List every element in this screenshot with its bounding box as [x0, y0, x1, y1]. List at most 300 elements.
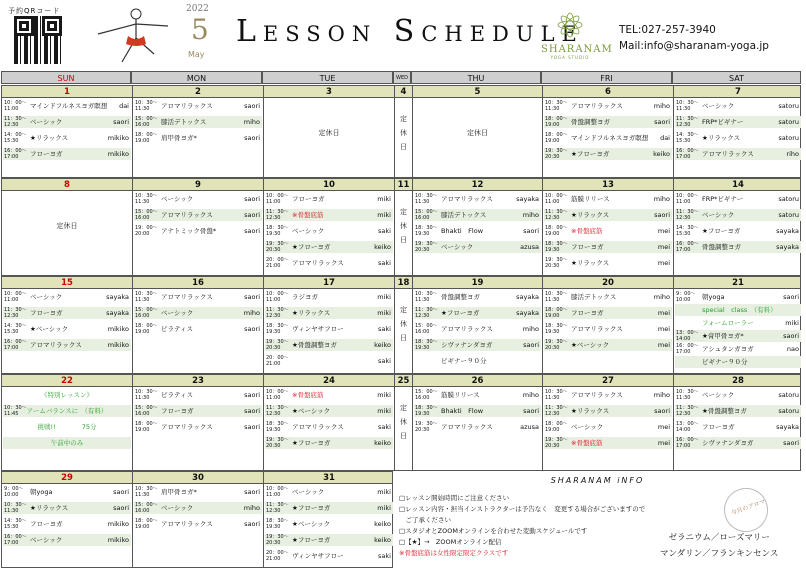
instructor: mikiko [107, 520, 129, 528]
instructor: miki [377, 309, 391, 317]
lesson-time: 20：00～21:00 [266, 257, 289, 269]
lesson-time: 16：00～17:00 [4, 148, 27, 160]
lesson-name: Bhakti Flow [441, 407, 484, 415]
info-line: □レッスン内容・担当インストラクターは予告なく 変更する場合がございますので [399, 505, 646, 513]
lesson-item[interactable] [134, 518, 262, 530]
day-header-tue: TUE [262, 71, 393, 84]
lesson-time: 10：30～11:30 [415, 193, 438, 205]
instructor: satoru [778, 118, 799, 126]
lesson-item[interactable] [3, 339, 131, 351]
lesson-item[interactable] [134, 225, 262, 237]
lesson-item[interactable] [265, 421, 393, 433]
lesson-item[interactable] [544, 132, 672, 144]
lesson-item[interactable] [675, 330, 801, 342]
lesson-time: 14：30～15:30 [676, 225, 699, 237]
date-tue: 24 [263, 375, 394, 387]
lesson-name: ベーシック [30, 118, 63, 126]
date-wed: 4 [394, 86, 412, 98]
day-cell-thu [412, 98, 542, 178]
lesson-time: 18：30～19:30 [415, 339, 438, 351]
instructor: mei [657, 439, 670, 447]
lesson-item[interactable] [544, 437, 672, 449]
lesson-time: 18：30～19:30 [266, 421, 289, 433]
lesson-name: アロマリラックス [161, 423, 213, 431]
aroma-list [660, 530, 778, 562]
lesson-item[interactable] [414, 405, 541, 417]
lesson-item[interactable] [134, 502, 262, 514]
lesson-item[interactable] [134, 291, 262, 303]
lesson-time: 11：30～12:30 [266, 405, 289, 417]
instructor: keiko [374, 341, 391, 349]
date-fri: 20 [542, 277, 673, 289]
lesson-name: ★フローヨガ [441, 309, 480, 317]
lesson-name: 筋膜リリース [441, 391, 480, 399]
lesson-item[interactable] [544, 421, 672, 433]
lesson-time: 14：00～15:30 [4, 132, 27, 144]
instructor: miho [243, 309, 260, 317]
date-tue: 31 [263, 472, 394, 484]
lesson-time: 10：30～11:30 [4, 502, 27, 514]
week-row [1, 471, 393, 568]
lesson-item[interactable] [544, 339, 672, 351]
lesson-item[interactable] [414, 209, 541, 221]
instructor: mikiko [107, 341, 129, 349]
date-sat: 14 [673, 179, 802, 191]
date-fri: 27 [542, 375, 673, 387]
day-cell-fri [542, 98, 673, 178]
lesson-time: 9：00～10:00 [676, 291, 696, 303]
date-sun: 15 [61, 278, 73, 288]
lesson-name: 朝yoga [30, 488, 53, 496]
info-line: □【★】→ ZOOMオンライン配信 [399, 538, 502, 546]
lesson-item[interactable] [544, 148, 672, 160]
lesson-item[interactable] [265, 534, 393, 546]
lesson-item[interactable] [134, 132, 262, 144]
lesson-item[interactable] [544, 323, 672, 335]
lesson-item[interactable] [414, 193, 541, 205]
instructor: dai [660, 134, 670, 142]
lesson-name: アナトミック骨盤* [161, 227, 217, 235]
lesson-time: 10：00～11:00 [266, 291, 289, 303]
lesson-time: 11：30～12:30 [266, 307, 289, 319]
instructor: miho [522, 391, 539, 399]
brand-sub: YOGA STUDIO [550, 55, 590, 60]
lesson-time: 10：30～11:30 [545, 291, 568, 303]
lesson-item[interactable] [414, 291, 541, 303]
lesson-item[interactable] [265, 405, 393, 417]
lesson-name: フローヨガ [161, 407, 194, 415]
lesson-name: ★ベーシック [292, 520, 331, 528]
lesson-time: 18：30～19:30 [266, 518, 289, 530]
date-sun: 29 [61, 473, 73, 483]
lesson-time: 15：00～16:00 [135, 502, 158, 514]
lesson-item[interactable] [3, 534, 131, 546]
date-tue: 3 [263, 86, 394, 98]
date-wed: 25 [394, 375, 412, 387]
instructor: mei [657, 259, 670, 267]
instructor: satoru [778, 407, 799, 415]
lesson-time: 20：00～21:00 [266, 355, 289, 367]
instructor: mei [657, 309, 670, 317]
lesson-name: ★ベーシック [292, 407, 331, 415]
aroma-line-2: マンダリン／フランキンセンス [660, 549, 779, 559]
lesson-item[interactable] [675, 389, 801, 401]
lesson-time: 11：30～12:30 [415, 307, 438, 319]
lesson-name: ベーシック [161, 504, 194, 512]
lesson-item[interactable] [134, 389, 262, 401]
instructor: sayaka [776, 227, 799, 235]
date-tue: 17 [263, 277, 394, 289]
lesson-name: アロマリラックス [571, 325, 623, 333]
lesson-item[interactable] [265, 502, 393, 514]
lesson-name: ★ベーシック [30, 325, 69, 333]
lesson-time: 14：30～15:30 [4, 518, 27, 530]
closed-day-label: 定休日 [56, 222, 78, 230]
lesson-item[interactable] [675, 225, 801, 237]
lesson-time: 18：00～19:00 [545, 116, 568, 128]
lesson-name: ベーシック [30, 536, 63, 544]
instructor: saori [113, 488, 129, 496]
instructor: miho [243, 118, 260, 126]
lesson-item[interactable] [544, 241, 672, 253]
lesson-name: ★膏甲骨ヨガ* [702, 332, 744, 340]
lesson-item[interactable] [414, 323, 541, 335]
day-cell-fri [542, 387, 673, 471]
closed-day-label: 定休日 [318, 129, 340, 137]
week-row [1, 85, 801, 178]
closed-day-label: 定休日 [467, 129, 488, 137]
lesson-time: 18：00～19:00 [545, 225, 568, 237]
week-row [1, 178, 801, 276]
instructor: sayaka [106, 309, 129, 317]
lesson-name: フローヨガ [292, 195, 325, 203]
instructor: satoru [778, 391, 799, 399]
lesson-item[interactable] [265, 518, 393, 530]
lesson-item[interactable] [544, 209, 672, 221]
instructor: mei [657, 341, 670, 349]
lesson-item[interactable] [544, 291, 672, 303]
lesson-item[interactable] [675, 437, 801, 449]
lesson-name: ピラティス [161, 391, 193, 399]
week-row [1, 276, 801, 374]
instructor: miho [653, 102, 670, 110]
lesson-time: 10：00～11:00 [266, 389, 289, 401]
lesson-name: アシュタンガヨガ [702, 345, 754, 353]
lesson-item[interactable] [414, 225, 541, 237]
lesson-name: ※骨盤底筋 [292, 211, 324, 219]
lesson-name: ベーシック [292, 488, 325, 496]
month-number: 5 [191, 13, 209, 46]
instructor: sayaka [516, 195, 539, 203]
lesson-item[interactable] [3, 486, 131, 498]
lesson-item[interactable] [3, 100, 131, 112]
lesson-item[interactable] [265, 291, 393, 303]
lesson-item[interactable] [134, 405, 262, 417]
lesson-item[interactable] [414, 339, 541, 351]
lesson-item[interactable] [265, 355, 393, 367]
instructor: mikiko [107, 536, 129, 544]
lesson-time: 10：00～11:00 [545, 193, 568, 205]
day-cell-tue [263, 484, 394, 568]
moon-label: 今月のアロマ [730, 498, 767, 518]
closed-char: 日 [400, 236, 407, 244]
lesson-item[interactable] [3, 307, 131, 319]
instructor: riho [786, 150, 799, 158]
lotus-icon [553, 10, 587, 40]
lesson-name: フローヨガ [30, 150, 63, 158]
instructor: mei [657, 423, 670, 431]
instructor: saori [783, 439, 799, 447]
tel[interactable]: TEL:027-257-3940 [619, 24, 716, 36]
lesson-name: 骨盤調整ヨガ [702, 243, 741, 251]
lesson-item[interactable] [265, 307, 393, 319]
lesson-item[interactable] [414, 307, 541, 319]
lesson-time: 18：00～19:00 [135, 421, 158, 433]
date-mon: 23 [132, 375, 263, 387]
lesson-item[interactable] [544, 100, 672, 112]
lesson-item[interactable] [414, 389, 541, 401]
date-row [2, 86, 800, 98]
lesson-item[interactable] [265, 550, 393, 562]
lesson-item[interactable] [675, 356, 801, 368]
instructor: saori [244, 134, 260, 142]
lesson-name: 肩甲骨ヨガ* [161, 488, 197, 496]
lesson-item[interactable] [265, 193, 393, 205]
lesson-time: 11：30～12:30 [266, 502, 289, 514]
lesson-time: 19：30～20:30 [545, 437, 568, 449]
instructor: saori [654, 211, 670, 219]
day-header-sat: SAT [672, 71, 801, 84]
lesson-name: ★フローヨガ [292, 536, 331, 544]
instructor: satoru [778, 102, 799, 110]
lesson-item[interactable] [265, 257, 393, 269]
lesson-item[interactable] [544, 193, 672, 205]
lesson-time: 10：30～11:30 [545, 100, 568, 112]
lesson-item[interactable] [544, 257, 672, 269]
lesson-item[interactable] [265, 241, 393, 253]
lesson-name: ベーシック [30, 293, 63, 301]
instructor: mikiko [107, 325, 129, 333]
day-cell-thu [412, 387, 542, 471]
lesson-item[interactable] [675, 421, 801, 433]
closed-char: 定 [400, 404, 407, 412]
instructor: saori [523, 341, 539, 349]
day-cell-mon [132, 289, 263, 374]
closed-char: 休 [400, 222, 407, 230]
lesson-item[interactable] [3, 437, 131, 449]
lesson-time: 16：00～17:00 [676, 437, 699, 449]
instructor: miho [522, 211, 539, 219]
date-row [2, 472, 392, 484]
instructor: saori [244, 391, 260, 399]
lesson-item[interactable] [265, 339, 393, 351]
lesson-item[interactable] [3, 148, 131, 160]
lesson-item[interactable] [134, 323, 262, 335]
lesson-item[interactable] [544, 307, 672, 319]
lesson-item[interactable] [134, 209, 262, 221]
lesson-item[interactable] [544, 389, 672, 401]
lesson-item[interactable] [3, 421, 131, 433]
lesson-item[interactable] [3, 389, 131, 401]
lesson-time: 10：30～11:30 [135, 291, 158, 303]
lesson-time: 10：30～11:30 [135, 389, 158, 401]
lesson-name: 朝yoga [702, 293, 725, 301]
lesson-item[interactable] [134, 307, 262, 319]
lesson-time: 18：30～19:30 [266, 225, 289, 237]
day-cell-sun [2, 191, 132, 276]
lesson-time: 10：00～11:00 [4, 291, 27, 303]
instructor: saori [244, 520, 260, 528]
day-cell-tue [263, 387, 394, 471]
lesson-time: 19：30～20:30 [266, 534, 289, 546]
lesson-time: 10：30～11:45 [4, 405, 27, 417]
lesson-item[interactable] [265, 225, 393, 237]
instructor: miki [377, 195, 391, 203]
lesson-item[interactable] [265, 437, 393, 449]
lesson-item[interactable] [3, 132, 131, 144]
lesson-name: ベーシック [161, 309, 194, 317]
day-cell-sun [2, 484, 132, 568]
lesson-name: 骨盤調整ヨガ [441, 293, 480, 301]
lesson-name: ベーシック [161, 195, 194, 203]
lesson-item[interactable] [134, 193, 262, 205]
lesson-item[interactable] [675, 100, 801, 112]
lesson-item[interactable] [3, 502, 131, 514]
date-sun: 1 [64, 87, 70, 97]
day-cell-thu [412, 289, 542, 374]
year: 2022 [186, 4, 209, 14]
lesson-item[interactable] [265, 486, 393, 498]
lesson-item[interactable] [675, 132, 801, 144]
date-row [2, 277, 800, 289]
lesson-name: ★ベーシック [571, 341, 610, 349]
lesson-time: 18：00～19:00 [135, 323, 158, 335]
lesson-name: FRP*ビギナー [702, 195, 744, 203]
mail[interactable]: Mail:info@sharanam-yoga.jp [619, 40, 769, 52]
lesson-time: 16：00～17:00 [4, 339, 27, 351]
lesson-time: 11：30～12:30 [676, 405, 699, 417]
lesson-time: 16：00～17:00 [676, 343, 699, 355]
lesson-item[interactable] [675, 193, 801, 205]
closed-char: 定 [400, 208, 407, 216]
sharanam-logo [541, 6, 613, 68]
lesson-item[interactable] [414, 355, 541, 367]
instructor: mei [657, 325, 670, 333]
day-cell-sat [673, 191, 802, 276]
lesson-time: 11：30～12:30 [4, 116, 27, 128]
date-fri: 13 [542, 179, 673, 191]
lesson-time: 18：30～19:30 [545, 241, 568, 253]
lesson-item[interactable] [134, 100, 262, 112]
instructor: sayaka [106, 293, 129, 301]
lesson-item[interactable] [134, 421, 262, 433]
lesson-time: 19：30～20:30 [545, 257, 568, 269]
instructor: sayaka [776, 243, 799, 251]
lesson-item[interactable] [3, 291, 131, 303]
lesson-item[interactable] [3, 518, 131, 530]
lesson-item[interactable] [675, 116, 801, 128]
day-cell-tue [263, 98, 394, 178]
date-mon: 30 [132, 472, 263, 484]
lesson-item[interactable] [414, 241, 541, 253]
lesson-item[interactable] [3, 405, 131, 417]
date-mon: 9 [132, 179, 263, 191]
lesson-item[interactable] [675, 317, 801, 329]
info-title: SHARANAM iNFO [550, 476, 645, 485]
lesson-item[interactable] [675, 343, 801, 355]
date-tue: 10 [263, 179, 394, 191]
lesson-item[interactable] [265, 323, 393, 335]
date-fri: 6 [542, 86, 673, 98]
lesson-item[interactable] [265, 389, 393, 401]
header [0, 0, 806, 70]
lesson-name: ★フローヨガ [292, 504, 331, 512]
instructor: mei [657, 243, 670, 251]
lesson-name: フローヨガ [571, 243, 604, 251]
lesson-name: ★リラックス [702, 134, 741, 142]
lesson-item[interactable] [3, 323, 131, 335]
lesson-time: 10：00～11:00 [676, 193, 699, 205]
lesson-time: 18：00～19:00 [135, 132, 158, 144]
lesson-time: 10：00～11:00 [266, 193, 289, 205]
lesson-item[interactable] [675, 209, 801, 221]
lesson-item[interactable] [544, 405, 672, 417]
lesson-item[interactable] [675, 241, 801, 253]
lesson-time: 19：30～20:30 [266, 339, 289, 351]
info-line: ご了承ください [399, 516, 451, 524]
lesson-name: アームバランスに （有料） [26, 407, 108, 415]
lesson-time: 19：30～20:30 [545, 339, 568, 351]
lesson-time: 11：30～12:30 [545, 209, 568, 221]
date-thu: 19 [412, 277, 542, 289]
lesson-time: 10：00～11:00 [266, 486, 289, 498]
instructor: miki [377, 293, 391, 301]
lesson-item[interactable] [675, 148, 801, 160]
lesson-name: ヴィンヤサフロー [292, 552, 344, 560]
day-cell-mon [132, 387, 263, 471]
lesson-time: 15：00～16:00 [415, 389, 438, 401]
day-cell-fri [542, 289, 673, 374]
closed-char: 休 [400, 418, 407, 426]
lesson-name: フローヨガ [702, 423, 735, 431]
lesson-item[interactable] [675, 304, 801, 316]
lesson-item[interactable] [544, 116, 672, 128]
lesson-name: ビギナー９０分 [441, 357, 487, 365]
lesson-item[interactable] [3, 116, 131, 128]
lesson-item[interactable] [134, 116, 262, 128]
lesson-item[interactable] [675, 405, 801, 417]
lesson-time: 9：00～10:00 [4, 486, 24, 498]
lesson-item[interactable] [414, 421, 541, 433]
date-sat: 7 [673, 86, 802, 98]
instructor: miho [243, 504, 260, 512]
lesson-time: 19：30～20:30 [545, 148, 568, 160]
lesson-name: special class （有料） [702, 306, 777, 314]
lesson-item[interactable] [134, 486, 262, 498]
lesson-item[interactable] [675, 291, 801, 303]
lesson-time: 19：30～20:30 [415, 421, 438, 433]
info-line: □レッスン開始時間にご注意ください [399, 494, 510, 502]
lesson-time: 10：30～11:30 [415, 291, 438, 303]
lesson-item[interactable] [544, 225, 672, 237]
lesson-item[interactable] [265, 209, 393, 221]
lesson-time: 16：00～17:00 [676, 241, 699, 253]
qr-code[interactable] [14, 16, 62, 64]
instructor: azusa [520, 423, 539, 431]
lesson-name: 《特別レッスン》 [41, 391, 93, 399]
instructor: saori [244, 488, 260, 496]
lesson-name: 膝活デトックス [161, 118, 207, 126]
